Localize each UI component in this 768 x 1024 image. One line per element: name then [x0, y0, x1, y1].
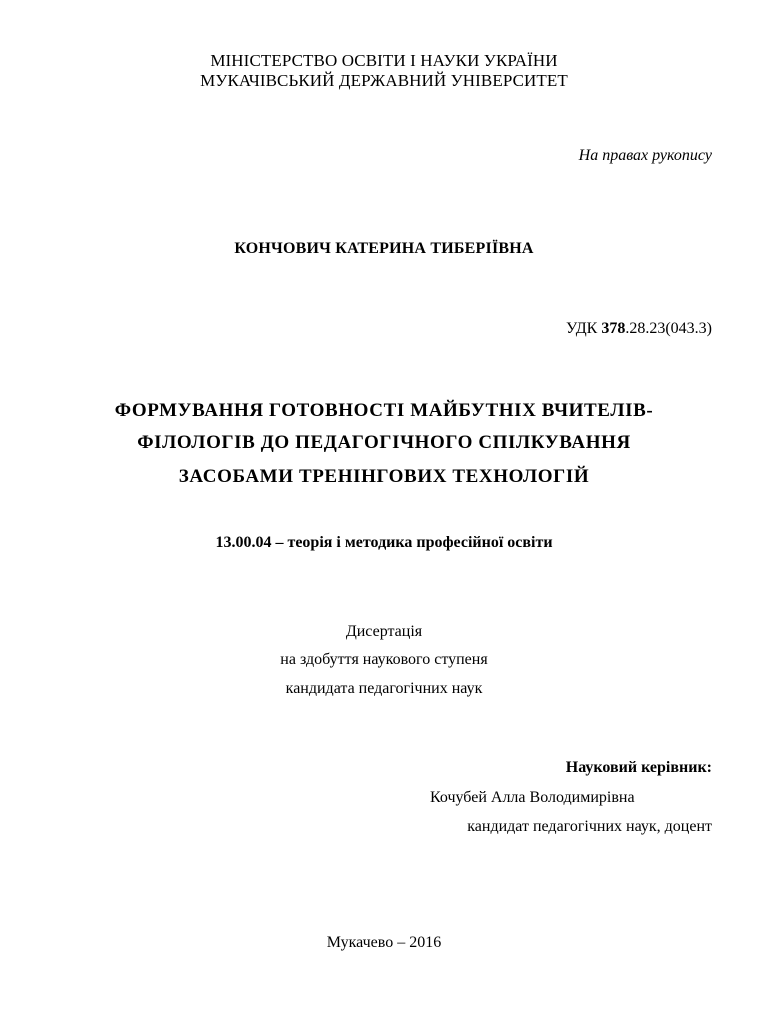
udc-bold-part: 378	[601, 320, 626, 337]
udc-code	[566, 320, 712, 338]
manuscript-note: На правах рукопису	[578, 147, 712, 164]
supervisor-degree: кандидат педагогічних наук, доцент	[467, 818, 712, 835]
specialty-code: 13.00.04 – теорія і методика професійної освіти	[215, 534, 553, 551]
udc-rest: .28.23(043.3)	[625, 320, 712, 337]
dissertation-title-line-3: ЗАСОБАМИ ТРЕНІНГОВИХ ТЕХНОЛОГІЙ	[178, 466, 590, 487]
supervisor-label: Науковий керівник:	[565, 759, 712, 776]
city-year: Мукачево – 2016	[326, 934, 442, 951]
supervisor-name: Кочубей Алла Володимирівна	[430, 789, 635, 806]
degree-purpose: на здобуття наукового ступеня	[280, 651, 488, 668]
ministry-name: МІНІСТЕРСТВО ОСВІТИ І НАУКИ УКРАЇНИ	[210, 51, 558, 70]
author-name: КОНЧОВИЧ КАТЕРИНА ТИБЕРІЇВНА	[234, 240, 534, 257]
university-name: МУКАЧІВСЬКИЙ ДЕРЖАВНИЙ УНІВЕРСИТЕТ	[200, 71, 568, 90]
udc-prefix: УДК	[566, 320, 602, 337]
dissertation-label: Дисертація	[345, 623, 423, 640]
dissertation-title-line-1: ФОРМУВАННЯ ГОТОВНОСТІ МАЙБУТНІХ ВЧИТЕЛІВ-	[114, 400, 654, 421]
degree-name: кандидата педагогічних наук	[285, 680, 483, 697]
dissertation-title-line-2: ФІЛОЛОГІВ ДО ПЕДАГОГІЧНОГО СПІЛКУВАННЯ	[137, 432, 631, 453]
